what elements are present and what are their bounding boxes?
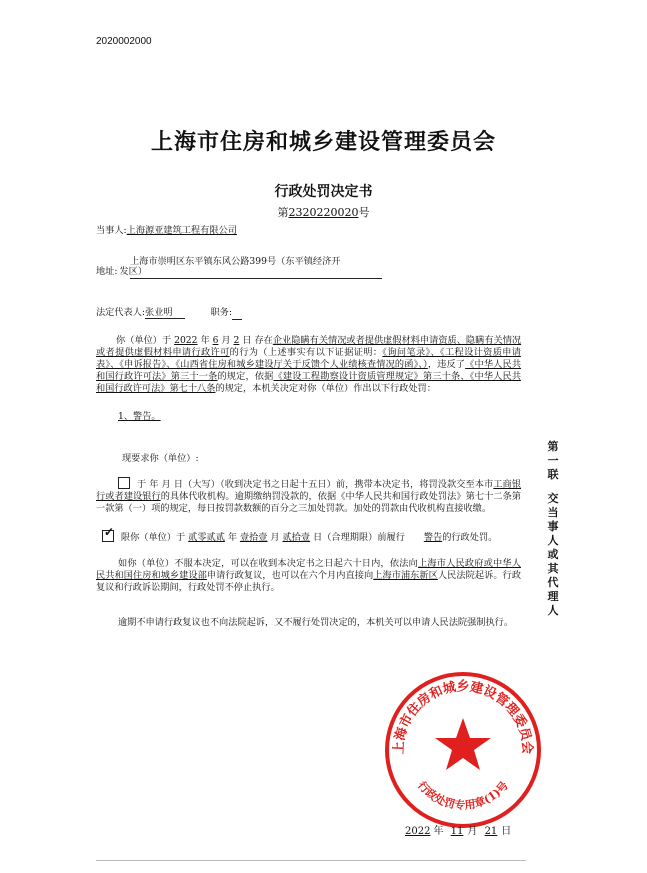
appeal-paragraph	[96, 558, 521, 594]
vertical-char: 一	[547, 454, 559, 467]
vertical-char: 或	[547, 548, 559, 561]
document-title: 行政处罚决定书	[274, 184, 373, 200]
penalty-item	[118, 411, 161, 423]
date-month: 11	[450, 826, 464, 837]
party-line	[96, 225, 237, 237]
seal-star-icon	[435, 718, 491, 770]
facts-text: 的行为（上述事实有以下证据证明：	[229, 347, 383, 358]
address-label: 地址:	[96, 266, 118, 277]
option2-text: 年	[227, 532, 238, 543]
legal-rep-line	[96, 307, 242, 320]
vertical-char: 第	[547, 440, 559, 453]
option2-text: 日（合理期限）前履行	[313, 532, 405, 543]
facts-text: ，违反了	[427, 359, 466, 370]
legal-rep-label: 法定代表人:	[96, 307, 146, 318]
address-line2	[96, 266, 147, 278]
address-underline	[130, 278, 382, 279]
party-label: 当事人:	[96, 225, 127, 236]
date-day: 21	[484, 826, 498, 837]
option2-month: 壹拾壹	[239, 532, 268, 543]
facts-law-basis: 《建设工程勘察设计资质管理规定》第三十条、《中华人民共和国行政许可法》第七十八条	[96, 371, 522, 394]
facts-text: 月	[221, 335, 231, 346]
position-label: 职务:	[210, 307, 232, 318]
vertical-char: 事	[547, 520, 559, 533]
option2-year: 贰零贰贰	[188, 532, 225, 543]
legal-rep-value: 张业明	[145, 307, 185, 319]
facts-law-violated: 《中华人民共和国行政许可法》第三十一条	[96, 359, 522, 382]
facts-text: 的规定，依据	[217, 371, 274, 382]
organization-title: 上海市住房和城乡建设管理委员会	[150, 129, 496, 155]
vertical-char: 人	[547, 604, 559, 617]
facts-text: 年	[200, 335, 210, 346]
facts-day: 2	[233, 335, 240, 346]
option2-text: 月	[270, 532, 280, 543]
vertical-char: 其	[547, 562, 559, 575]
issue-date	[405, 822, 511, 837]
appeal-agency: 上海市人民政府或中华人民共和国住房和城乡建设部	[96, 558, 521, 581]
option2-text: 的行政处罚。	[442, 532, 498, 543]
address-value-cont: 发区）	[119, 266, 148, 277]
option1-bank: 工商银行或者建设银行	[96, 479, 522, 502]
document-id: 2020002000	[96, 36, 152, 47]
vertical-char: 交	[547, 492, 559, 505]
bottom-divider	[96, 860, 526, 861]
date-text: 年	[433, 826, 444, 837]
option2-text: 限你（单位）于	[120, 532, 186, 543]
vertical-char: 人	[547, 534, 559, 547]
doc-number-prefix: 第	[277, 206, 289, 219]
option1-checkbox[interactable]	[118, 477, 130, 489]
requirement-intro: 现要求你（单位）:	[122, 453, 199, 464]
facts-behavior: 企业隐瞒有关情况或者提供虚假材料申请资质、隐瞒有关情况或者提供虚假材料申请行政许可	[96, 335, 522, 358]
copy-note-vertical	[545, 440, 561, 618]
seal-ring-text: 上海市住房和城乡建设管理委员会	[391, 679, 535, 755]
penalty-item-text: 1、警告。	[118, 411, 161, 422]
facts-paragraph	[96, 335, 521, 395]
option1-text: 于 年 月 日（大写）（收到决定书之日起十五日）前，携带本决定书，将罚没款交至本市	[137, 479, 494, 490]
facts-text: 存在	[254, 335, 273, 346]
option1-paragraph	[96, 477, 521, 515]
closing-paragraph: 逾期不申请行政复议也不向法院起诉，又不履行处罚决定的，本机关可以申请人民法院强制执行。	[118, 617, 514, 628]
date-year: 2022	[405, 826, 431, 837]
party-value: 上海源亚建筑工程有限公司	[126, 225, 237, 236]
position-value	[232, 307, 242, 320]
vertical-char: 当	[547, 506, 559, 519]
option2-action: 警告	[423, 532, 443, 543]
option2-paragraph	[102, 530, 527, 544]
official-seal	[383, 670, 543, 830]
option2-day: 贰拾壹	[282, 532, 311, 543]
appeal-court: 上海市浦东新区	[373, 570, 438, 581]
vertical-char: 联	[547, 468, 559, 481]
option2-checkbox[interactable]	[102, 530, 114, 542]
facts-text: 的规定，本机关决定对你（单位）作出以下行政处罚：	[215, 383, 436, 394]
appeal-text: 人民法院起诉。行政复议和行政诉讼期间，行政处罚不停止执行。	[96, 570, 522, 593]
address-line1: 上海市崇明区东平镇东风公路399号（东平镇经济开	[130, 256, 341, 267]
facts-month: 6	[212, 335, 219, 346]
facts-text: 日	[242, 335, 252, 346]
option1-text: 的具体代收机构。逾期缴纳罚没款的，依据《中华人民共和国行政处罚法》第七十二条第一款第（一）项的规定，每日按罚款数额的百分之三加处罚款。加处的罚款由代收机构直接收缴。	[96, 491, 522, 514]
vertical-char: 代	[547, 576, 559, 589]
doc-number-suffix: 号	[358, 206, 370, 219]
facts-evidence: 《询问笔录》、《工程设计资质申请表》、《申诉报告》、《山西省住房和城乡建设厅关于反馈个人业绩核查情况的函》、）	[96, 347, 521, 370]
seal-inner-text: 行政处罚专用章(1)号	[415, 778, 511, 813]
facts-text: 你（单位）于	[116, 335, 172, 346]
appeal-text: 申请行政复议，也可以在六个月内直接向	[206, 570, 374, 581]
facts-year: 2022	[174, 335, 198, 346]
vertical-char: 理	[547, 590, 559, 603]
date-text: 日	[501, 826, 512, 837]
appeal-text: 如你（单位）不服本决定，可以在收到本决定书之日起六十日内，依法向	[118, 558, 419, 569]
date-text: 月	[467, 826, 478, 837]
doc-number-value: 2320220020	[288, 206, 359, 219]
document-number	[0, 204, 647, 220]
